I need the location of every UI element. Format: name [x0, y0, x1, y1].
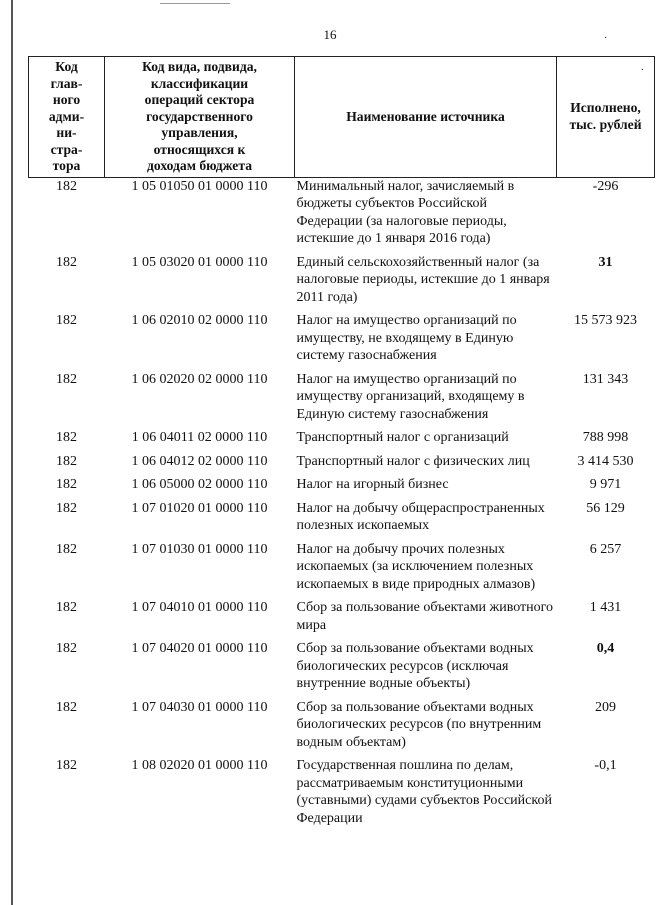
- scan-edge-line: [11, 0, 13, 905]
- source-name-cell: Транспортный налог с организаций: [296, 430, 509, 445]
- classification-code-cell: 1 07 01020 01 0000 110: [131, 500, 268, 516]
- classification-code-cell: 1 07 04020 01 0000 110: [131, 641, 268, 656]
- admin-code-cell: 182: [56, 641, 77, 656]
- table-body: [29, 177, 655, 833]
- admin-code-cell: 182: [56, 500, 77, 516]
- amount-cell: 3 414 530: [577, 453, 634, 469]
- classification-code-cell: 1 06 02010 02 0000 110: [131, 313, 268, 328]
- classification-code-cell: 1 06 04012 02 0000 110: [131, 453, 268, 469]
- corner-mark: ·: [604, 33, 608, 44]
- amount-cell: 9 971: [589, 477, 622, 492]
- source-name-cell: Налог на имущество организаций по имуществу организаций, входящему в Единую систему газоснабжения: [296, 371, 525, 422]
- source-name-cell: Единый сельскохозяйственный налог (за налоговые периоды, истекшие до 1 января 2011 года): [296, 254, 550, 305]
- table-row: [29, 476, 655, 500]
- source-name-cell: Минимальный налог, зачисляемый в бюджеты субъектов Российской Федерации (за налоговые периоды, истекшие до 1 января 2016 года): [296, 178, 515, 246]
- header-mark: ·: [640, 65, 644, 76]
- source-name-cell: Транспортный налог с физических лиц: [296, 453, 530, 469]
- admin-code-cell: 182: [56, 178, 77, 194]
- header-admin-code: Код глав- ного адми- ни- стра- тора: [29, 57, 105, 178]
- source-name-cell: Сбор за пользование объектами животного мира: [296, 600, 554, 633]
- admin-code-cell: 182: [56, 758, 77, 773]
- table-row: [29, 541, 655, 600]
- amount-cell: -296: [592, 178, 619, 194]
- table-row: [29, 699, 655, 758]
- table-row: [29, 640, 655, 699]
- amount-cell: 31: [598, 254, 613, 270]
- revenue-table: [28, 56, 655, 833]
- table-row: [29, 254, 655, 313]
- amount-cell: 6 257: [589, 541, 622, 557]
- amount-cell: 15 573 923: [574, 313, 637, 328]
- table-row: [29, 500, 655, 541]
- source-name-cell: Налог на добычу общераспространенных полезных ископаемых: [296, 500, 545, 533]
- admin-code-cell: 182: [56, 371, 77, 387]
- amount-cell: 0,4: [596, 641, 615, 656]
- classification-code-cell: 1 07 04010 01 0000 110: [131, 600, 268, 615]
- header-source-name: Наименование источника: [295, 57, 557, 178]
- amount-cell: 209: [595, 699, 616, 715]
- admin-code-cell: 182: [56, 254, 77, 270]
- amount-cell: 56 129: [586, 500, 625, 516]
- admin-code-cell: 182: [56, 453, 77, 469]
- admin-code-cell: 182: [56, 477, 77, 492]
- source-name-cell: Налог на игорный бизнес: [296, 477, 449, 492]
- source-name-cell: Сбор за пользование объектами водных биологических ресурсов (по внутренним водным объектам): [296, 699, 542, 750]
- admin-code-cell: 182: [56, 313, 77, 328]
- amount-cell: 1 431: [589, 600, 622, 615]
- table-row: [29, 429, 655, 453]
- classification-code-cell: 1 07 01030 01 0000 110: [131, 541, 268, 557]
- table-row: [29, 453, 655, 477]
- source-name-cell: Государственная пошлина по делам, рассматриваемым конституционными (уставными) судами субъектов Российской Федерации: [296, 758, 552, 826]
- scan-top-mark: [160, 3, 230, 4]
- table-row: [29, 599, 655, 640]
- classification-code-cell: 1 06 04011 02 0000 110: [131, 430, 268, 445]
- header-amount: · Исполнено, тыс. рублей: [557, 57, 655, 178]
- table-row: [29, 177, 655, 254]
- table-header: [29, 57, 655, 178]
- classification-code-cell: 1 05 03020 01 0000 110: [131, 254, 268, 270]
- classification-code-cell: 1 06 05000 02 0000 110: [131, 477, 268, 492]
- admin-code-cell: 182: [56, 430, 77, 445]
- amount-cell: 131 343: [582, 371, 629, 387]
- amount-cell: -0,1: [594, 758, 617, 773]
- source-name-cell: Сбор за пользование объектами водных биологических ресурсов (исключая внутренние водные объекты): [296, 641, 534, 691]
- amount-cell: 788 998: [582, 430, 629, 445]
- header-classification-code: Код вида, подвида, классификации операций сектора государственного управления, относящихся к доходам бюджета: [105, 57, 295, 178]
- admin-code-cell: 182: [56, 600, 77, 615]
- classification-code-cell: 1 07 04030 01 0000 110: [131, 699, 268, 715]
- table-row: [29, 371, 655, 430]
- classification-code-cell: 1 06 02020 02 0000 110: [131, 371, 268, 387]
- classification-code-cell: 1 05 01050 01 0000 110: [131, 178, 268, 194]
- admin-code-cell: 182: [56, 699, 77, 715]
- source-name-cell: Налог на имущество организаций по имуществу, не входящему в Единую систему газоснабжения: [296, 313, 517, 363]
- source-name-cell: Налог на добычу прочих полезных ископаемых (за исключением полезных ископаемых в виде природных алмазов): [296, 541, 536, 592]
- classification-code-cell: 1 08 02020 01 0000 110: [131, 758, 268, 773]
- admin-code-cell: 182: [56, 541, 77, 557]
- table-row: [29, 312, 655, 371]
- page-number: 16: [323, 27, 337, 42]
- table-row: [29, 757, 655, 833]
